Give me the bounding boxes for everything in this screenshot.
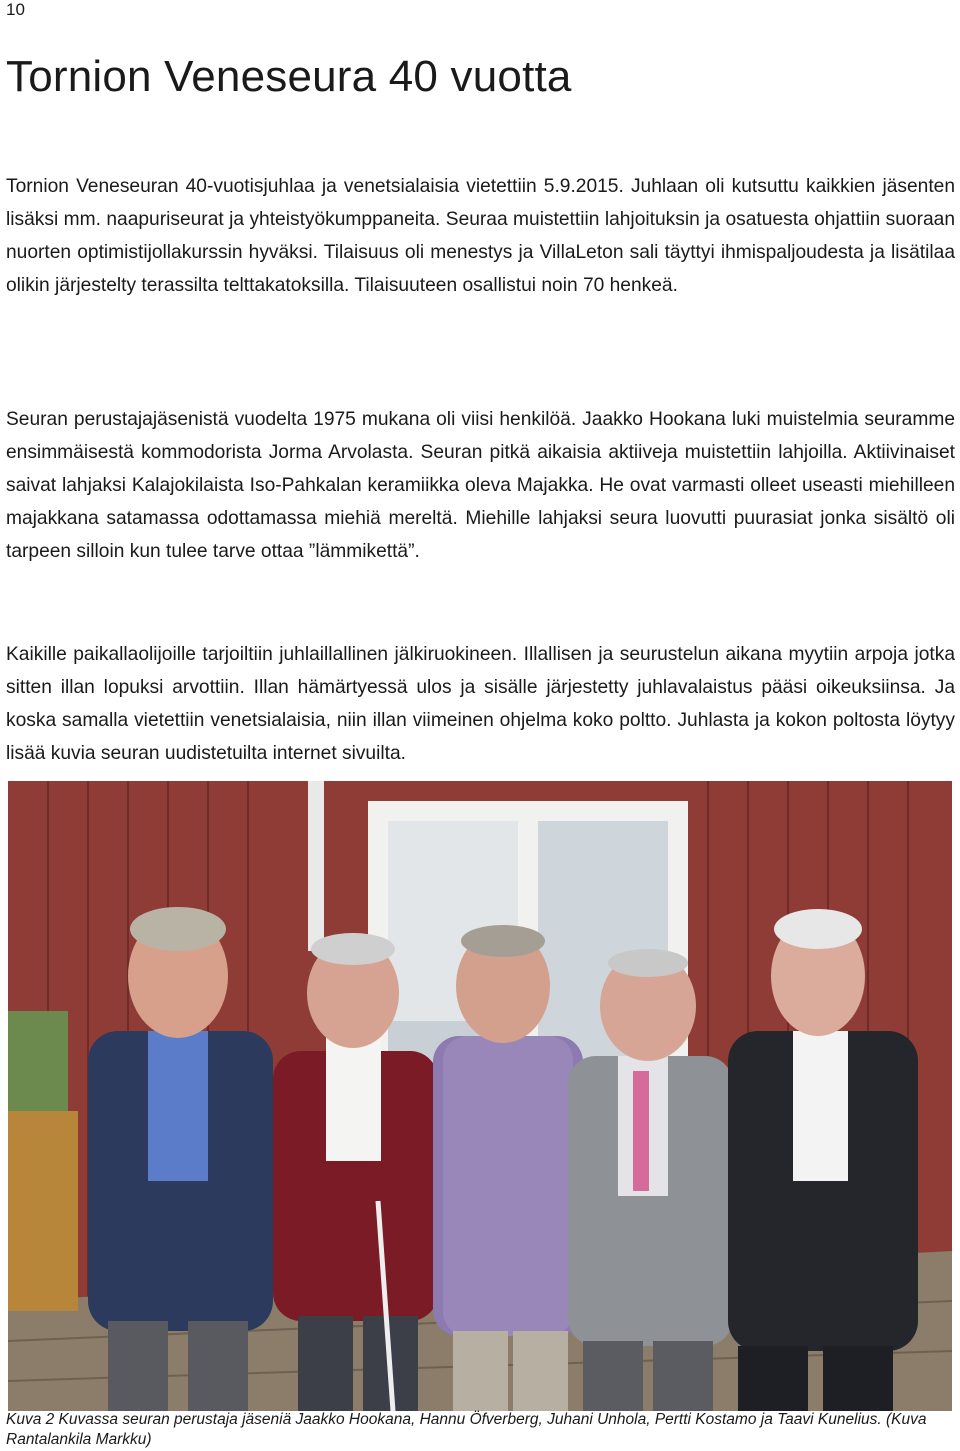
paragraph-founders: Seuran perustajajäsenistä vuodelta 1975 mukana oli viisi henkilöä. Jaakko Hookana luki muistelmia seuramme ensimmäisestä kommodorista Jorma Arvolasta. Seuran pitkä aikaisia aktiiveja muistettiin lahjoilla. Aktiivinaiset saivat lahjaksi Kalajokilaista Iso-Pahkalan keramiikka oleva Majakka. He ovat varmasti olleet useasti miehilleen majakkana satamassa odottamassa miehiä mereltä. Miehille lahjaksi seura luovutti puurasiat jonka sisältö oli tarpeen silloin kun tulee tarve ottaa ”lämmikettä”. (6, 409, 955, 562)
paragraph-intro: Tornion Veneseuran 40-vuotisjuhlaa ja venetsialaisia vietettiin 5.9.2015. Juhlaan oli kutsuttu kaikkien jäsenten lisäksi mm. naapuriseurat ja yhteistyökumppaneita. Seuraa muistettiin lahjoituksin ja osatuesta ohjattiin suoraan nuorten optimistijollakurssin hyväksi. Tilaisuus oli menestys ja VillaLeton sali täyttyi ihmispaljoudesta ja lisätilaa olikin järjestelty terassilta telttakatoksilla. Tilaisuuteen osallistui noin 70 henkeä. (6, 176, 955, 296)
photo-caption: Kuva 2 Kuvassa seuran perustaja jäseniä Jaakko Hookana, Hannu Öfverberg, Juhani Unhola, Pertti Kostamo ja Taavi Kunelius. (Kuva Rantalankila Markku) (6, 1411, 927, 1448)
paragraph-dinner: Kaikille paikallaolijoille tarjoiltiin juhlaillallinen jälkiruokineen. Illallisen ja seurustelun aikana myytiin arpoja jotka sitten illan lopuksi arvottiin. Illan hämärtyessä ulos ja sisälle järjestetty juhlavalaistus pääsi oikeuksiinsa. Ja koska samalla vietettiin venetsialaisia, niin illan viimeinen ohjelma koko poltto. Juhlasta ja kokon poltosta löytyy lisää kuvia seuran uudistetuilta internet sivuilta. (6, 644, 955, 764)
group-photo (8, 781, 952, 1411)
page-title: Tornion Veneseura 40 vuotta (6, 52, 572, 101)
page-number: 10 (6, 0, 25, 19)
